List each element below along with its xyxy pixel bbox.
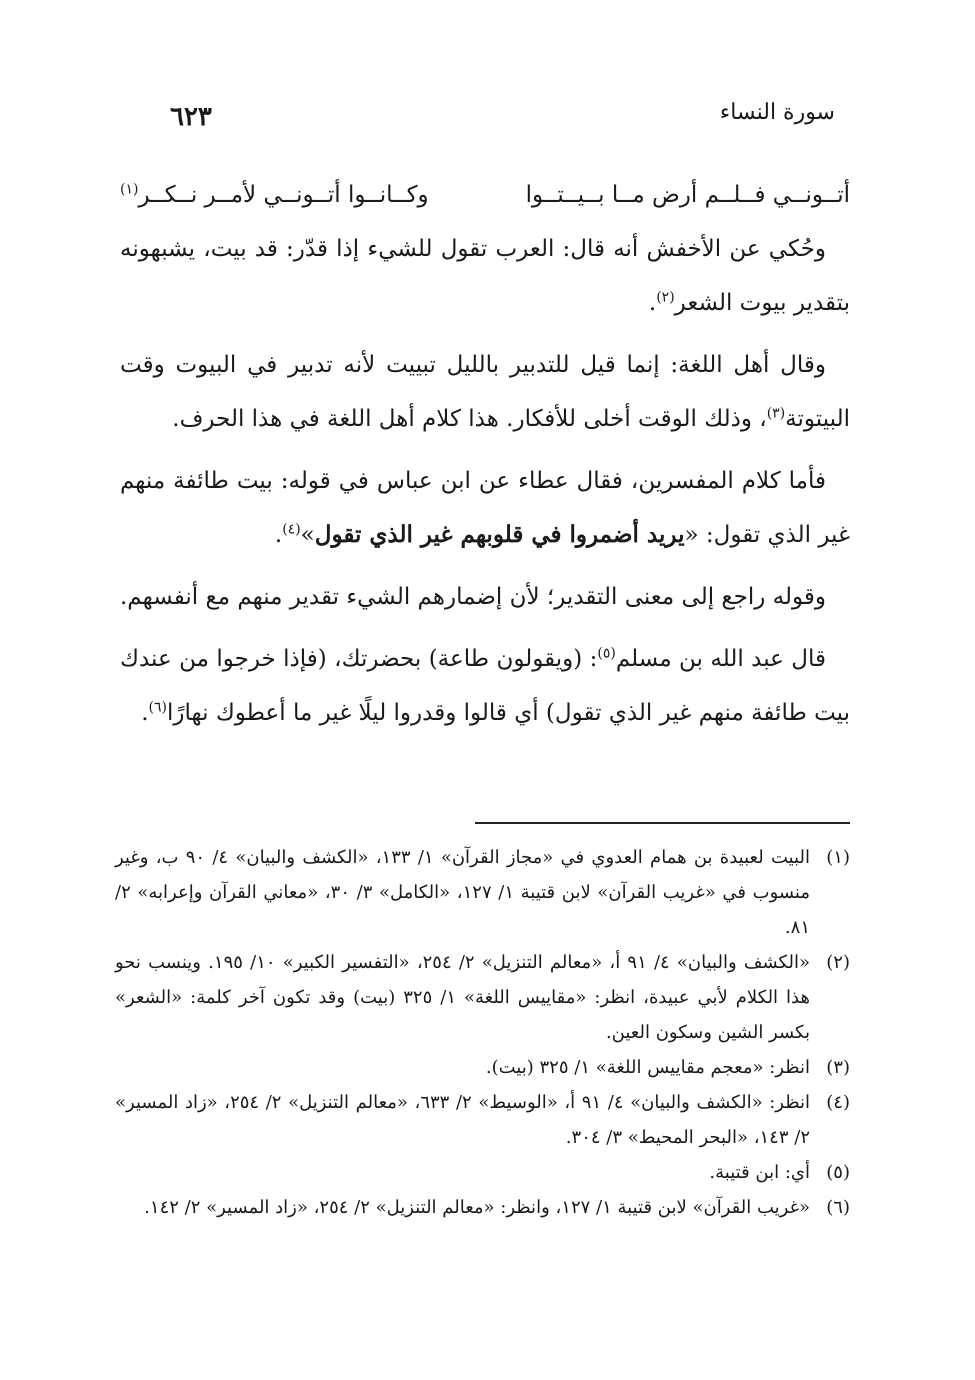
footnote-item [115, 945, 850, 1050]
footnote-text: انظر: «معجم مقاييس اللغة» ١/ ٣٢٥ (بيت). [485, 1057, 810, 1078]
footnote-number: (٣) [826, 1057, 850, 1078]
footnote-number: (٥) [826, 1162, 850, 1183]
footnote-ref[interactable]: (٣) [766, 405, 786, 422]
page-number: ٦٢٣ [170, 102, 212, 132]
paragraph-taqdir: وقوله راجع إلى معنى التقدير؛ لأن إضمارهم الشيء تقدير منهم مع أنفسهم. [119, 584, 826, 610]
footnote-item [115, 1190, 850, 1225]
surah-title: سورة النساء [719, 100, 835, 125]
footnote-text: البيت لعبيدة بن همام العدوي في «مجاز القرآن» ١/ ١٣٣، «الكشف والبيان» ٤/ ٩٠ ب، وغير منسوب في «غريب القرآن» لابن قتيبة ١/ ١٢٧، «الكامل» ٣/ ٣٠، «معاني القرآن وإعرابه» ٢/ ٨١. [115, 847, 811, 938]
footnote-item [115, 1050, 850, 1085]
poetry-verse [120, 168, 850, 222]
main-text [120, 168, 850, 748]
page-header [170, 100, 835, 140]
footnote-item [115, 1085, 850, 1155]
footnote-number: (٦) [826, 1197, 850, 1218]
footnote-number: (٢) [826, 952, 850, 973]
footnote-text: «الكشف والبيان» ٤/ ٩١ أ، «معالم التنزيل» ٢/ ٢٥٤، «التفسير الكبير» ١٠/ ١٩٥. وينسب نحو هذا الكلام لأبي عبيدة، انظر: «مقاييس اللغة» ١/ ٣٢٥ (بيت) وقد تكون آخر كلمة: «الشعر» بكسر الشين وسكون العين. [115, 952, 810, 1043]
verse-first-hemistich: أتــونــي فــلــم أرض مــا بــيــتــوا [525, 182, 850, 208]
verse-second-hemistich: وكــانــوا أتــونــي لأمــر نــكــر$^{(١)}$ [120, 181, 429, 208]
paragraph-akhfash: وحُكي عن الأخفش أنه قال: العرب تقول للشيء إذا قدّر: قد بيت، يشبهونه بتقدير بيوت الشعر$^{(٢)}$. [120, 236, 850, 316]
paragraph-ahl-allugha: وقال أهل اللغة: إنما قيل للتدبير بالليل تبييت لأنه تدبير في البيوت وقت البيتوتة$^{(٣)}$، وذلك الوقت أخلى للأفكار. هذا كلام أهل اللغة في هذا الحرف. [120, 352, 850, 432]
footnote-item [115, 840, 850, 945]
footnote-divider [475, 822, 850, 824]
footnote-ref[interactable]: (٦) [148, 699, 167, 716]
footnote-ref[interactable]: (٤) [282, 521, 301, 538]
footnotes [115, 840, 850, 1225]
paragraph-mufassirin: فأما كلام المفسرين، فقال عطاء عن ابن عباس في قوله: بيت طائفة منهم غير الذي تقول: «يريد أضمروا في قلوبهم غير الذي تقول»$^{(٤)}$. [120, 468, 850, 548]
footnote-text: انظر: «الكشف والبيان» ٤/ ٩١ أ، «الوسيط» ٢/ ٦٣٣، «معالم التنزيل» ٢/ ٢٥٤، «زاد المسير» ٢/ ١٤٣، «البحر المحيط» ٣/ ٣٠٤. [115, 1092, 810, 1148]
footnote-ref[interactable]: (٥) [597, 645, 616, 662]
paragraph-ibn-muslim: قال عبد الله بن مسلم$^{(٥)}$: (ويقولون طاعة) بحضرتك، (فإذا خرجوا من عندك بيت طائفة منهم غير الذي تقول) أي قالوا وقدروا ليلًا غير ما أعطوك نهارًا$^{(٦)}$. [120, 645, 850, 726]
footnote-number: (١) [826, 847, 850, 868]
footnote-item [115, 1155, 850, 1190]
footnote-ref[interactable]: (٢) [656, 289, 675, 306]
footnote-number: (٤) [826, 1092, 850, 1113]
footnote-text: «غريب القرآن» لابن قتيبة ١/ ١٢٧، وانظر: «معالم التنزيل» ٢/ ٢٥٤، «زاد المسير» ٢/ ١٤٢. [144, 1197, 810, 1218]
footnote-ref[interactable]: (١) [120, 181, 139, 198]
footnote-text: أي: ابن قتيبة. [709, 1162, 810, 1183]
quoted-interpretation: يريد أضمروا في قلوبهم غير الذي تقول [314, 521, 685, 548]
